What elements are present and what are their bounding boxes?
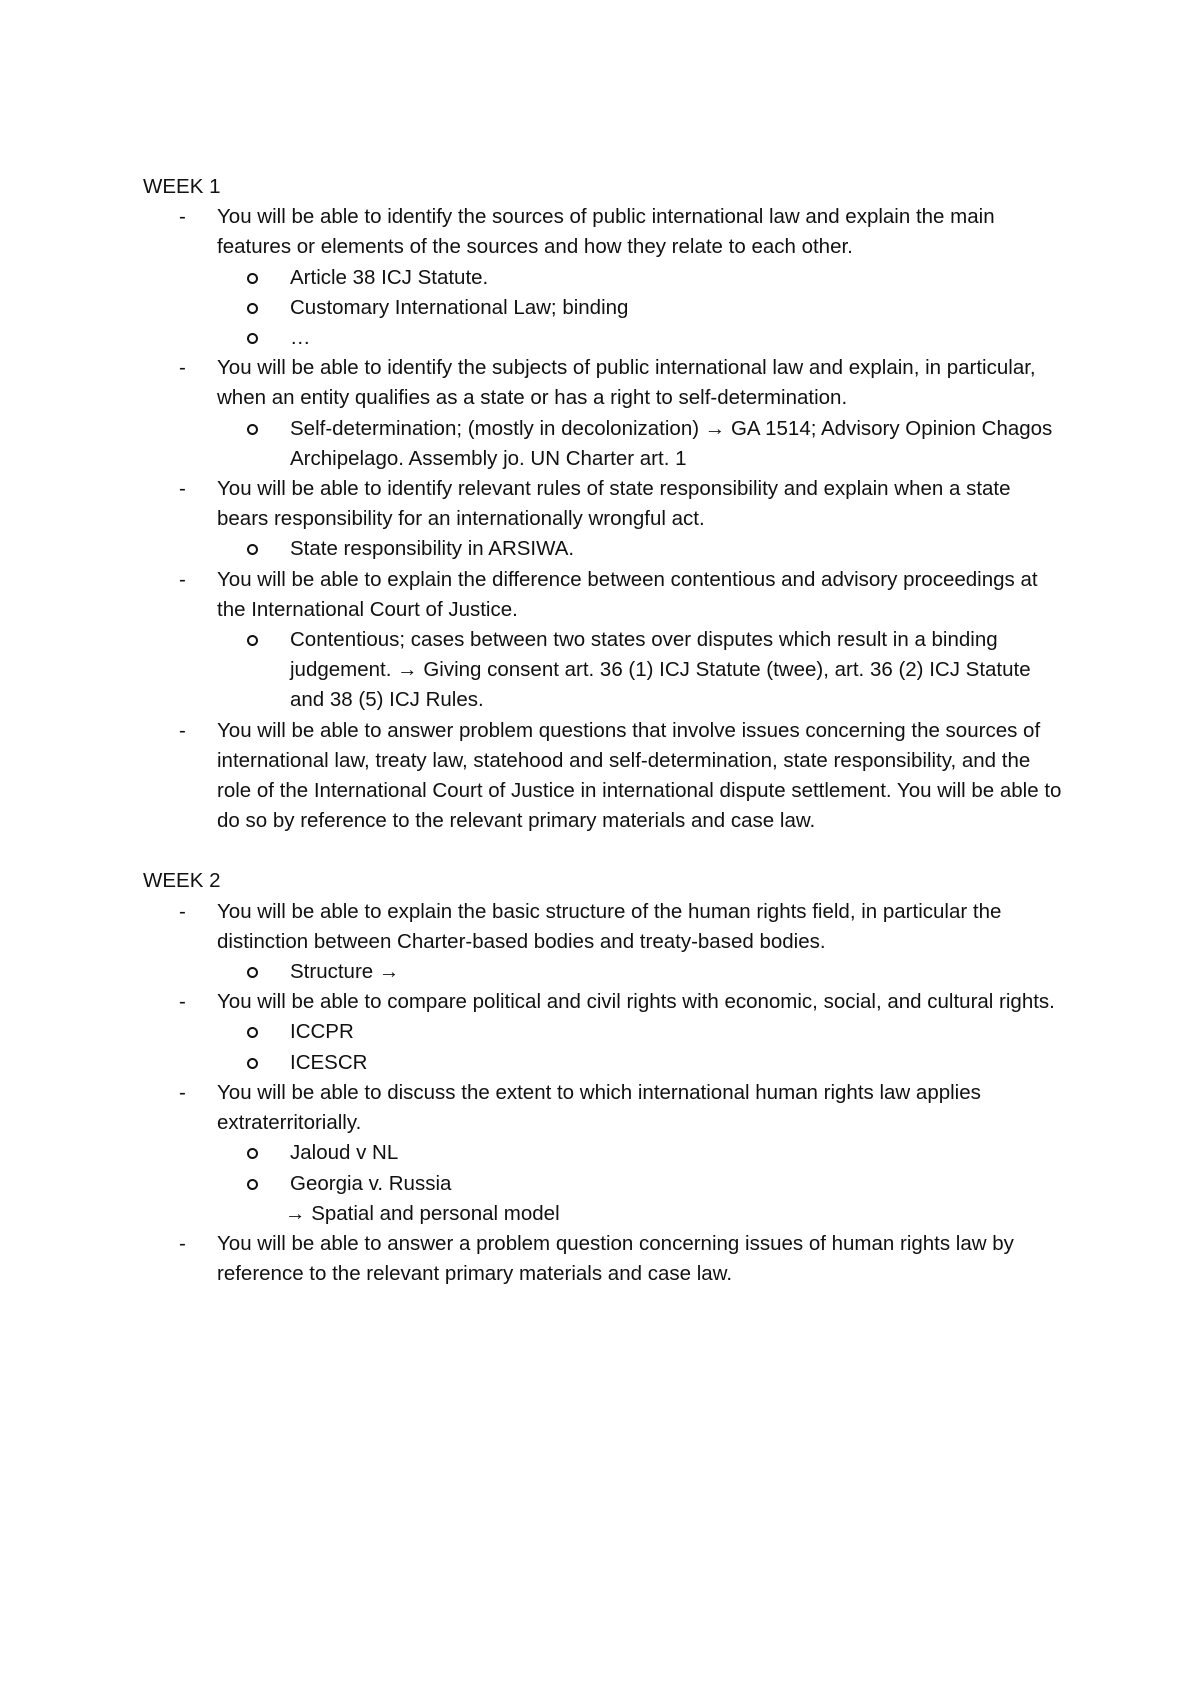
dash-bullet: - — [179, 477, 186, 501]
sub-item-text: ICESCR — [290, 1050, 368, 1074]
sub-item — [217, 1048, 1063, 1078]
dash-bullet: - — [179, 567, 186, 591]
dash-bullet: - — [179, 899, 186, 923]
circle-bullet-icon — [247, 333, 258, 344]
circle-bullet-icon — [247, 1058, 258, 1069]
objective-item — [143, 353, 1063, 474]
sub-item — [217, 1169, 1063, 1199]
dash-bullet: - — [179, 205, 186, 229]
circle-bullet-icon — [247, 303, 258, 314]
sub-item — [217, 957, 1063, 987]
circle-bullet-icon — [247, 1179, 258, 1190]
week-1-section — [143, 172, 1063, 836]
sub-item — [217, 293, 1063, 323]
objective-text: You will be able to explain the difference between contentious and advisory proceedings at the International Court of Justice. — [217, 567, 1038, 621]
sub-list — [217, 414, 1063, 474]
arrow-note: → Spatial and personal model — [285, 1201, 560, 1225]
objective-text: You will be able to identify the subjects of public international law and explain, in particular, when an entity qualifies as a state or has a right to self-determination. — [217, 356, 1036, 410]
sub-item — [217, 1138, 1063, 1168]
sub-item-text: ICCPR — [290, 1020, 354, 1044]
objective-item — [143, 987, 1063, 1078]
circle-bullet-icon — [247, 544, 258, 555]
objective-list — [143, 897, 1063, 1290]
sub-item-text: Article 38 ICJ Statute. — [290, 265, 489, 289]
objective-text: You will be able to explain the basic structure of the human rights field, in particular the distinction between Charter-based bodies and treaty-based bodies. — [217, 899, 1002, 953]
sub-item-text: Self-determination; (mostly in decolonization) → GA 1514; Advisory Opinion Chagos Archipelago. Assembly jo. UN Charter art. 1 — [290, 416, 1053, 470]
sub-item — [217, 1017, 1063, 1047]
document-page — [143, 172, 1063, 1289]
sub-item-text: Contentious; cases between two states over disputes which result in a binding judgement. → Giving consent art. 36 (1) ICJ Statute (twee), art. 36 (2) ICJ Statute and 38 (5) ICJ Rules. — [290, 628, 1031, 712]
sub-list — [217, 957, 1063, 987]
circle-bullet-icon — [247, 424, 258, 435]
objective-item — [143, 897, 1063, 988]
objective-item — [143, 716, 1063, 837]
sub-list — [217, 534, 1063, 564]
objective-text: You will be able to answer a problem question concerning issues of human rights law by reference to the relevant primary materials and case law. — [217, 1231, 1014, 1286]
sub-item — [217, 263, 1063, 293]
objective-item — [143, 1229, 1063, 1289]
sub-item-text: Jaloud v NL — [290, 1141, 399, 1165]
sub-item — [217, 323, 1063, 353]
dash-bullet: - — [179, 1080, 186, 1104]
objective-item — [143, 202, 1063, 353]
week-2-section — [143, 866, 1063, 1289]
sub-item-text: State responsibility in ARSIWA. — [290, 537, 575, 561]
objective-item — [143, 474, 1063, 565]
objective-text: You will be able to answer problem questions that involve issues concerning the sources of international law, treaty law, statehood and self-determination, state responsibility, and the role of the International Court of Justice in international dispute settlement. You will be able to do so by reference to the relevant primary materials and case law. — [217, 718, 1062, 833]
dash-bullet: - — [179, 990, 186, 1014]
dash-bullet: - — [179, 356, 186, 380]
objective-text: You will be able to discuss the extent to which international human rights law applies extraterritorially. — [217, 1080, 981, 1135]
sub-item — [217, 534, 1063, 564]
sub-list — [217, 625, 1063, 716]
sub-list — [217, 1138, 1063, 1198]
objective-text: You will be able to compare political and civil rights with economic, social, and cultural rights. — [217, 990, 1055, 1014]
objective-text: You will be able to identify relevant rules of state responsibility and explain when a state bears responsibility for an internationally wrongful act. — [217, 477, 1011, 531]
objective-item — [143, 565, 1063, 716]
circle-bullet-icon — [247, 967, 258, 978]
dash-bullet: - — [179, 1231, 186, 1255]
circle-bullet-icon — [247, 1148, 258, 1159]
circle-bullet-icon — [247, 635, 258, 646]
circle-bullet-icon — [247, 1027, 258, 1038]
sub-item-text: Structure → — [290, 960, 400, 984]
objective-item — [143, 1078, 1063, 1229]
sub-item-text: … — [290, 326, 311, 350]
sub-list — [217, 1017, 1063, 1077]
sub-item-text: Customary International Law; binding — [290, 295, 629, 319]
week-heading: WEEK 1 — [143, 175, 221, 198]
objective-text: You will be able to identify the sources of public international law and explain the main features or elements of the sources and how they relate to each other. — [217, 205, 995, 259]
dash-bullet: - — [179, 718, 186, 742]
sub-item — [217, 625, 1063, 716]
circle-bullet-icon — [247, 273, 258, 284]
week-heading: WEEK 2 — [143, 869, 221, 893]
sub-item — [217, 414, 1063, 474]
objective-list — [143, 202, 1063, 836]
sub-list — [217, 263, 1063, 354]
sub-item-text: Georgia v. Russia — [290, 1171, 452, 1195]
